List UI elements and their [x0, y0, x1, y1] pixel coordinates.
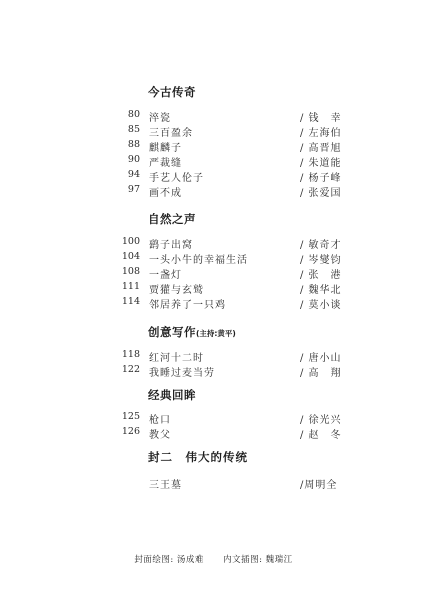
- toc-entry[interactable]: [0, 184, 427, 199]
- entry-title: 红河十二时: [149, 353, 204, 364]
- page-number: 85: [127, 124, 140, 135]
- toc-entry[interactable]: [0, 476, 427, 491]
- entry-title: 三王墓: [149, 480, 182, 491]
- page-number: 80: [127, 109, 140, 120]
- entry-author: / 唐小山: [300, 353, 342, 364]
- entry-author: / 高晋旭: [300, 143, 342, 154]
- entry-title: 贾獾与玄鹫: [149, 285, 204, 296]
- entry-title: 画不成: [149, 188, 182, 199]
- entry-author: / 莫小谈: [300, 300, 342, 311]
- entry-author: / 杨子峰: [300, 173, 342, 184]
- toc-entry[interactable]: [0, 266, 427, 281]
- entry-title: 手艺人伦子: [149, 173, 204, 184]
- page-number: 104: [121, 251, 140, 262]
- entry-author: / 岑燮钧: [300, 255, 342, 266]
- page-number: 111: [121, 281, 140, 292]
- toc-entry[interactable]: [0, 296, 427, 311]
- page-number: 126: [121, 426, 140, 437]
- entry-author: / 赵 冬: [300, 430, 342, 441]
- page-number: 97: [127, 184, 140, 195]
- toc-entry[interactable]: [0, 236, 427, 251]
- inner-art-credit: 内文插图: 魏瑞江: [223, 555, 293, 565]
- entry-author: / 张爱国: [300, 188, 342, 199]
- entry-author: / 钱 幸: [300, 113, 342, 124]
- entry-title: 邻居养了一只鸡: [149, 300, 226, 311]
- cover-art-credit: 封面绘图: 汤成难: [134, 555, 204, 565]
- entry-author: / 敏奇才: [300, 240, 342, 251]
- page-number: 108: [121, 266, 140, 277]
- entry-author: / 魏华北: [300, 285, 342, 296]
- toc-entry[interactable]: [0, 124, 427, 139]
- toc-entry[interactable]: [0, 154, 427, 169]
- page-number: 122: [121, 364, 140, 375]
- page-number: 114: [121, 296, 140, 307]
- page-number: 88: [127, 139, 140, 150]
- toc-entry[interactable]: [0, 349, 427, 364]
- entry-title: 我睡过麦当劳: [149, 368, 215, 379]
- page-number: 90: [127, 154, 140, 165]
- toc-entry[interactable]: [0, 364, 427, 379]
- toc-entry[interactable]: [0, 426, 427, 441]
- page-number: 94: [127, 169, 140, 180]
- entry-author: /周明全: [300, 480, 338, 491]
- entry-title: 一头小牛的幸福生活: [149, 255, 248, 266]
- section-title: 自然之声: [148, 212, 196, 226]
- entry-author: / 高 翔: [300, 368, 342, 379]
- entry-title: 淬瓷: [149, 113, 171, 124]
- toc-entry[interactable]: [0, 169, 427, 184]
- toc-entry[interactable]: [0, 139, 427, 154]
- section-title: 经典回眸: [148, 388, 196, 402]
- entry-author: / 徐光兴: [300, 415, 342, 426]
- page-number: 100: [121, 236, 140, 247]
- entry-title: 麒麟子: [149, 143, 182, 154]
- entry-title: 一盏灯: [149, 270, 182, 281]
- entry-title: 鹞子出窝: [149, 240, 193, 251]
- section-title: 创意写作(主持:黄平): [148, 325, 236, 339]
- section-subtitle: (主持:黄平): [196, 329, 236, 338]
- toc-entry[interactable]: [0, 281, 427, 296]
- page-number: 125: [121, 411, 140, 422]
- entry-author: / 张 港: [300, 270, 342, 281]
- entry-title: 教父: [149, 430, 171, 441]
- entry-title: 枪口: [149, 415, 171, 426]
- entry-title: 三百盈余: [149, 128, 193, 139]
- section-title: 今古传奇: [148, 85, 196, 99]
- toc-entry[interactable]: [0, 109, 427, 124]
- page-number: 118: [121, 349, 140, 360]
- special-section-title: 封二 伟大的传统: [148, 450, 248, 464]
- toc-entry[interactable]: [0, 251, 427, 266]
- entry-title: 严裁缝: [149, 158, 182, 169]
- entry-author: / 左海伯: [300, 128, 342, 139]
- illustration-credits: [0, 553, 427, 565]
- toc-entry[interactable]: [0, 411, 427, 426]
- entry-author: / 朱道能: [300, 158, 342, 169]
